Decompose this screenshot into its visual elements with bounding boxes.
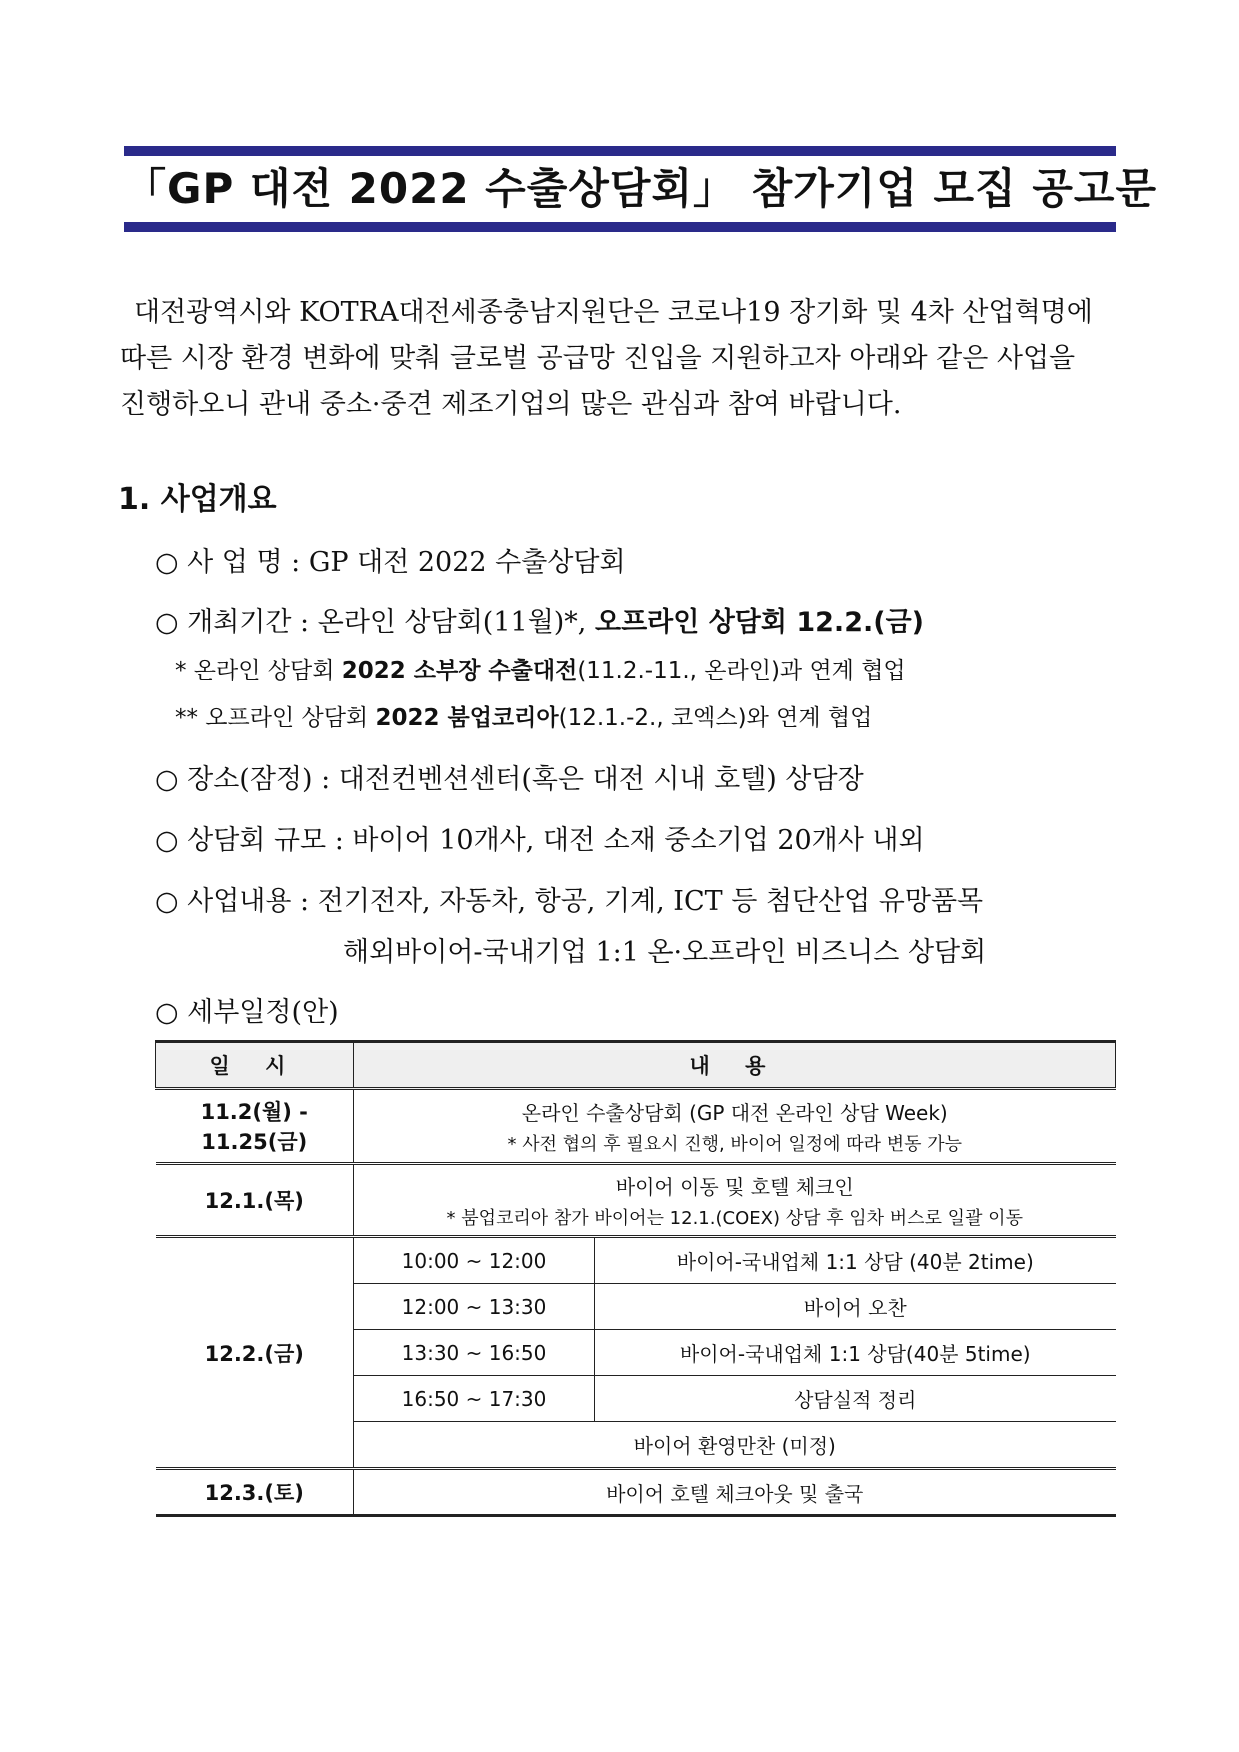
note-2-a: ** 오프라인 상담회 [175, 705, 376, 731]
period-offline: 오프라인 상담회 12.2.(금) [594, 607, 924, 638]
row3-time-3: 13:30 ~ 16:50 [354, 1330, 595, 1376]
period-online: ○ 개최기간 : 온라인 상담회(11월)*, [155, 607, 595, 638]
row3-desc-2: 바이어 오찬 [595, 1284, 1116, 1330]
row4-date: 12.3.(토) [156, 1469, 354, 1516]
row3-desc-1: 바이어-국내업체 1:1 상담 (40분 2time) [595, 1237, 1116, 1284]
head-date: 일 시 [156, 1042, 354, 1089]
note-2-c: (12.1.-2., 코엑스)와 연계 협업 [558, 705, 873, 731]
title-top-bar [124, 146, 1116, 156]
item-content-1: ○ 사업내용 : 전기전자, 자동차, 항공, 기계, ICT 등 첨단산업 유망품목 [155, 886, 984, 917]
row1-date: 11.2(월) - 11.25(금) [156, 1089, 354, 1164]
intro-paragraph [120, 290, 1120, 428]
row4-desc: 바이어 호텔 체크아웃 및 출국 [354, 1469, 1116, 1516]
row3-date: 12.2.(금) [156, 1237, 354, 1469]
item-period [155, 600, 924, 639]
item-scale: ○ 상담회 규모 : 바이어 10개사, 대전 소재 중소기업 20개사 내외 [155, 825, 925, 856]
item-place: ○ 장소(잠정) : 대전컨벤션센터(혹은 대전 시내 호텔) 상담장 [155, 764, 864, 795]
title-bottom-bar [124, 222, 1116, 232]
section-heading: 1. 사업개요 [118, 482, 277, 517]
note-2-b: 2022 붐업코리아 [375, 705, 559, 731]
row1-line2: * 사전 협의 후 필요시 진행, 바이어 일정에 따라 변동 가능 [507, 1133, 962, 1155]
row1-content [354, 1089, 1116, 1164]
row3-dinner: 바이어 환영만찬 (미정) [354, 1422, 1116, 1469]
row3-desc-4: 상담실적 정리 [595, 1376, 1116, 1422]
row2-content [354, 1164, 1116, 1237]
note-2 [175, 699, 872, 732]
row1-line1: 온라인 수출상담회 (GP 대전 온라인 상담 Week) [521, 1100, 948, 1125]
row3-time-2: 12:00 ~ 13:30 [354, 1284, 595, 1330]
item-content-2: 해외바이어-국내기업 1:1 온·오프라인 비즈니스 상담회 [343, 937, 987, 968]
head-content: 내 용 [354, 1042, 1116, 1089]
note-1 [175, 652, 906, 685]
note-1-c: (11.2.-11., 온라인)과 연계 협업 [577, 658, 906, 684]
page-title: 「GP 대전 2022 수출상담회」 참가기업 모집 공고문 [124, 164, 1158, 213]
row3-time-4: 16:50 ~ 17:30 [354, 1376, 595, 1422]
note-1-a: * 온라인 상담회 [175, 658, 342, 684]
intro-line-1: 대전광역시와 KOTRA대전세종충남지원단은 코로나19 장기화 및 4차 산업혁명에 [134, 297, 1093, 328]
row2-line2: * 붐업코리아 참가 바이어는 12.1.(COEX) 상담 후 임차 버스로 일괄 이동 [446, 1207, 1023, 1229]
row3-time-1: 10:00 ~ 12:00 [354, 1237, 595, 1284]
schedule-table [155, 1040, 1116, 1517]
intro-line-3: 진행하오니 관내 중소·중견 제조기업의 많은 관심과 참여 바랍니다. [120, 389, 902, 420]
intro-line-2: 따른 시장 환경 변화에 맞춰 글로벌 공급망 진입을 지원하고자 아래와 같은 사업을 [120, 343, 1076, 374]
row2-date: 12.1.(목) [156, 1164, 354, 1237]
item-name: ○ 사 업 명 : GP 대전 2022 수출상담회 [155, 547, 626, 578]
row2-line1: 바이어 이동 및 호텔 체크인 [615, 1174, 854, 1199]
item-schedule: ○ 세부일정(안) [155, 997, 339, 1028]
note-1-b: 2022 소부장 수출대전 [341, 658, 578, 684]
row3-desc-3: 바이어-국내업체 1:1 상담(40분 5time) [595, 1330, 1116, 1376]
